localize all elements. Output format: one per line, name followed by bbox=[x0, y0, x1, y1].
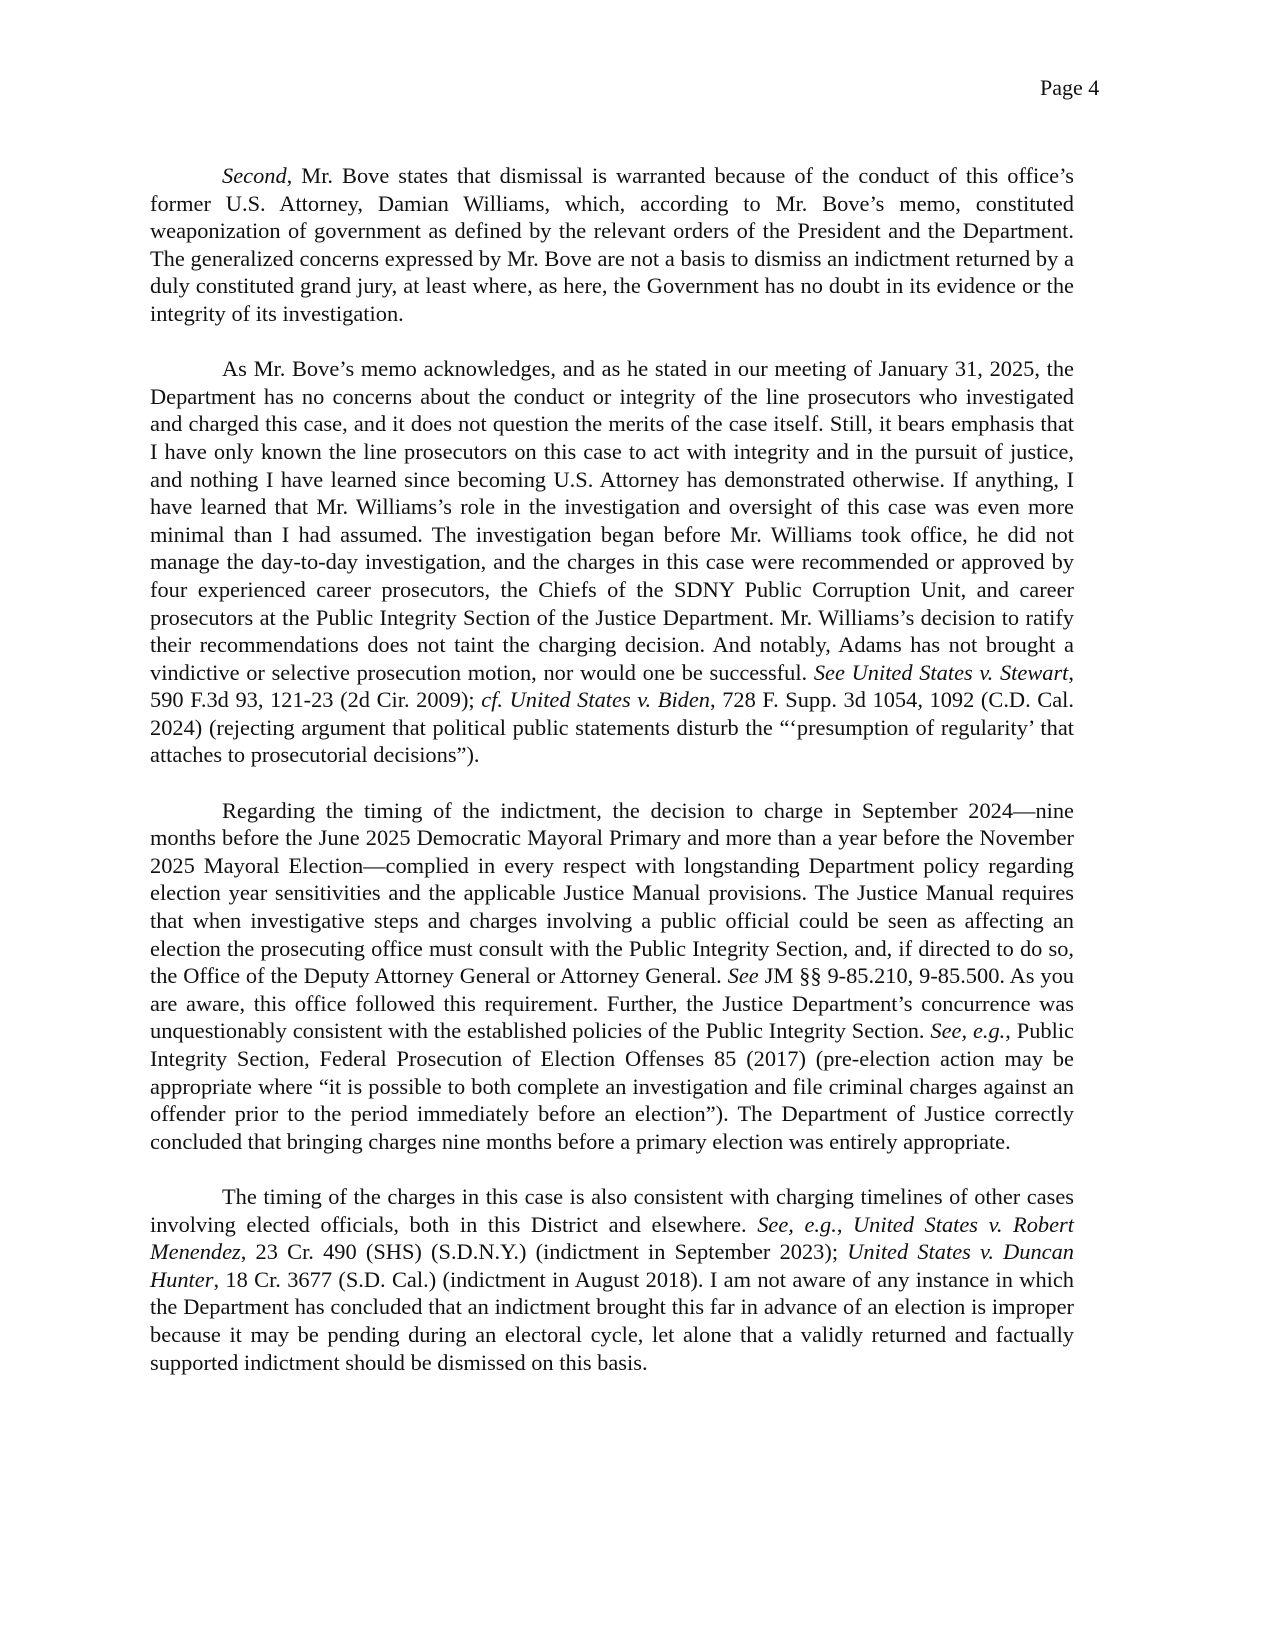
italic-citation-text: cf. United States v. Biden bbox=[481, 687, 710, 713]
italic-citation-text: See, e.g. bbox=[930, 1018, 1006, 1044]
italic-citation-text: United States v. Robert Menendez bbox=[150, 1211, 1074, 1265]
italic-citation-text: See bbox=[727, 963, 759, 989]
paragraph-charging-timelines bbox=[150, 1183, 1074, 1376]
paragraph-text: , Public Integrity Section, Federal Prosecution of Election Offenses 85 (2017) (pre-election action may be appropriate where “it is possible to both complete an investigation and file criminal charges against an offender prior to the period immediately before an election”). The Department of Justice correctly concluded that bringing charges nine months before a primary election was entirely appropriate. bbox=[150, 1018, 1074, 1154]
paragraph-weaponization bbox=[150, 162, 1074, 328]
paragraph-text: , 728 F. Supp. 3d 1054, 1092 (C.D. Cal. 2024) (rejecting argument that political public statements disturb the “‘presumption of regularity’ that attaches to prosecutorial decisions”). bbox=[150, 687, 1074, 768]
paragraph-text: Regarding the timing of the indictment, the decision to charge in September 2024—nine months before the June 2025 Democratic Mayoral Primary and more than a year before the November 2025 Mayoral Election—complied in every respect with longstanding Department policy regarding election year sensitivities and the applicable Justice Manual provisions. The Justice Manual requires that when investigative steps and charges involving a public official could be seen as affecting an election the prosecuting office must consult with the Public Integrity Section, and, if directed to do so, the Office of the Deputy Attorney General or Attorney General. bbox=[150, 797, 1074, 989]
paragraph-text: , Mr. Bove states that dismissal is warranted because of the conduct of this office’s former U.S. Attorney, Damian Williams, which, according to Mr. Bove’s memo, constituted weaponization of government as defined by the relevant orders of the President and the Department. The generalized concerns expressed by Mr. Bove are not a basis to dismiss an indictment returned by a duly constituted grand jury, at least where, as here, the Government has no doubt in its evidence or the integrity of its investigation. bbox=[150, 163, 1074, 326]
italic-citation-text: United States v. Duncan Hunter bbox=[150, 1239, 1074, 1292]
paragraph-text: , 23 Cr. 490 (SHS) (S.D.N.Y.) (indictment in September 2023); bbox=[240, 1239, 848, 1265]
paragraph-text: , 18 Cr. 3677 (S.D. Cal.) (indictment in August 2018). I am not aware of any instance in which the Department has concluded that an indictment brought this far in advance of an election is improper because it may be pending during an electoral cycle, let alone that a validly returned and factually supported indictment should be dismissed on this basis. bbox=[150, 1266, 1074, 1375]
paragraph-indictment-timing bbox=[150, 797, 1074, 1156]
italic-citation-text: Second bbox=[222, 163, 287, 188]
paragraph-text: JM §§ 9-85.210, 9-85.500. As you are aware, this office followed this requirement. Further, the Justice Department’s concurrence was unquestionably consistent with the established policies of the Public Integrity Section. bbox=[150, 963, 1075, 1044]
page-number: Page 4 bbox=[1040, 75, 1100, 100]
italic-citation-text: See, e.g. bbox=[757, 1211, 837, 1237]
paragraph-text: , bbox=[836, 1211, 853, 1237]
italic-citation-text: See United States v. Stewart bbox=[813, 659, 1069, 685]
paragraph-text: , 590 F.3d 93, 121-23 (2d Cir. 2009); bbox=[150, 659, 1075, 713]
letter-body bbox=[150, 162, 1074, 1376]
paragraph-text: The timing of the charges in this case is also consistent with charging timelines of other cases involving elected officials, both in this District and elsewhere. bbox=[150, 1183, 1074, 1237]
paragraph-text: As Mr. Bove’s memo acknowledges, and as he stated in our meeting of January 31, 2025, the Department has no concerns about the conduct or integrity of the line prosecutors who investigated and charged this case, and it does not question the merits of the case itself. Still, it bears emphasis that I have only known the line prosecutors on this case to act with integrity and in the pursuit of justice, and nothing I have learned since becoming U.S. Attorney has demonstrated otherwise. If anything, I have learned that Mr. Williams’s role in the investigation and oversight of this case was even more minimal than I had assumed. The investigation began before Mr. Williams took office, he did not manage the day-to-day investigation, and the charges in this case were recommended or approved by four experienced career prosecutors, the Chiefs of the SDNY Public Corruption Unit, and career prosecutors at the Public Integrity Section of the Justice Department. Mr. Williams’s decision to ratify their recommendations does not taint the charging decision. And notably, Adams has not brought a vindictive or selective prosecution motion, nor would one be successful. bbox=[150, 356, 1074, 685]
paragraph-line-prosecutors bbox=[150, 355, 1074, 769]
